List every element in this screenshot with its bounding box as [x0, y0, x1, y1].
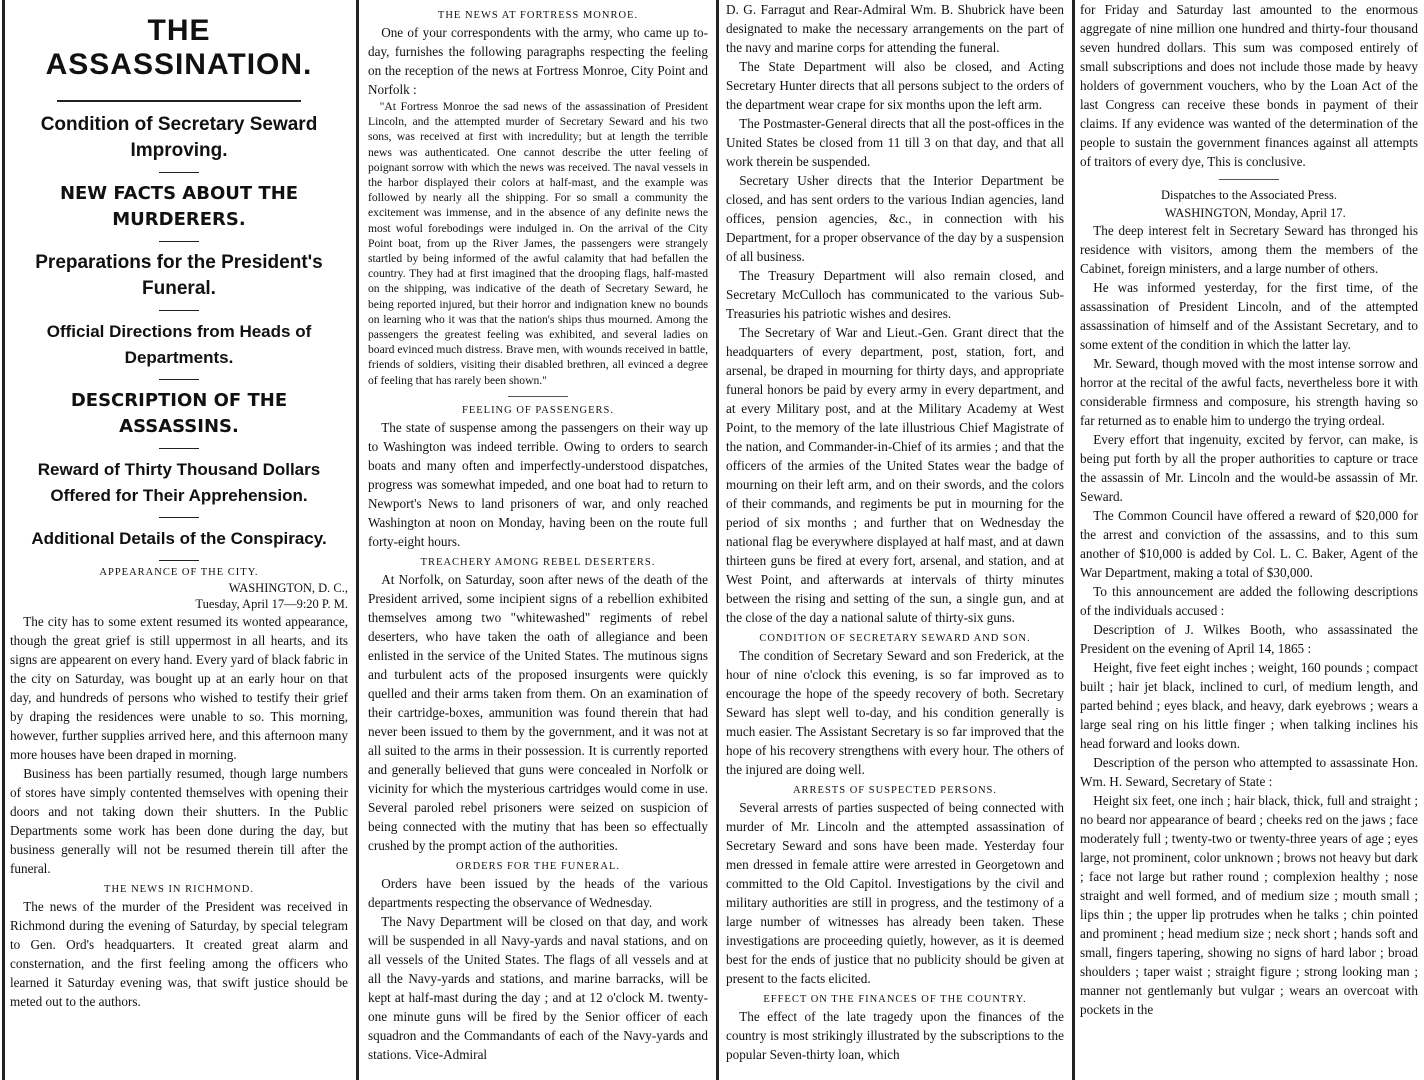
- paragraph: The Navy Department will be closed on that day, and work will be suspended in all Navy-yards and naval stations, and on all vessels of the United States. The flags of all vessels and at all the Navy-yards and stations, and marine barracks, will be kept at half-mast during the day ; and at 12 o'clock M. twenty-one minute guns will be fired by the Senior officer of each squadron and the Commandants of each of the Navy-yards and stations. Vice-Admiral: [368, 913, 708, 1062]
- divider: [159, 241, 199, 242]
- paragraph: Description of J. Wilkes Booth, who assassinated the President on the evening of April 14, 1865 :: [1080, 622, 1418, 656]
- section-heading: FEELING OF PASSENGERS.: [461, 404, 614, 416]
- divider: [159, 379, 199, 380]
- subhead-5: DESCRIPTION OF THE ASSASSINS.: [70, 390, 288, 437]
- headline: THE ASSASSINATION.: [45, 14, 313, 81]
- subhead-2: NEW FACTS ABOUT THE MURDERERS.: [59, 183, 299, 230]
- paragraph: Every effort that ingenuity, excited by fervor, can make, is being put forth by all the proper authorities to capture or trace the assassin of Mr. Lincoln and the would-be assassin of Mr. Seward.: [1080, 432, 1418, 504]
- section-heading: EFFECT ON THE FINANCES OF THE COUNTRY.: [763, 994, 1027, 1005]
- paragraph: The State Department will also be closed, and Acting Secretary Hunter directs that all persons subject to the orders of the department wear crape for six months upon the left arm.: [726, 59, 1064, 112]
- paragraph: Description of the person who attempted to assassinate Hon. Wm. H. Seward, Secretary of State :: [1080, 755, 1418, 789]
- paragraph: The Postmaster-General directs that all the post-offices in the United States be closed from 11 till 3 on that day, and that all work therein be suspended.: [726, 116, 1064, 169]
- divider: [508, 396, 568, 397]
- paragraph: The Common Council have offered a reward of $20,000 for the arrest and conviction of the assassins, and to this sum another of $10,000 is added by Col. L. C. Baker, Agent of the War Department, making a total of $30,000.: [1080, 508, 1418, 580]
- divider: [159, 448, 199, 449]
- column-4: [1076, 0, 1424, 1080]
- paragraph: The deep interest felt in Secretary Seward has thronged his residence with visitors, among them the members of the Cabinet, foreign ministers, and a large number of others.: [1080, 223, 1418, 276]
- subhead-4: Official Directions from Heads of Departments.: [46, 322, 312, 367]
- quoted-paragraph: "At Fortress Monroe the sad news of the assassination of President Lincoln, and the attempted murder of Secretary Seward and his two sons, was received at first with incredulity; but at length the terrible news was authenticated. One cannot describe the utter feeling of poignant sorrow with which the news was received. The naval vessels in the harbor displayed their colors at half-mast, and the example was followed by nearly all the shipping. For so small a community the excitement was immense, and in the absence of any definite news the most woful forebodings were indulged in. On the arrival of the City Point boat, from up the River James, the passengers were strangely startled by being informed of the awful calamity that had befallen the country. They had at first imagined that the drooping flags, half-masted on the shipping, was indicative of the death of Secretary Seward, he being reported injured, but their horror and indignation knew no bounds on learning who it was that the nation's ships thus mourned. Among the passengers the greatest feeling was exhibited, and several ladies on board evinced much distress. Brave men, with wounds received in battle, friends of soldiers, visiting their disabled brethren, all evinced a degree of feeling that has rarely been shown.": [368, 100, 708, 387]
- paragraph: One of your correspondents with the army, who came up to-day, furnishes the following paragraphs respecting the feeling on the reception of the news at Fortress Monroe, City Point and Norfolk :: [368, 25, 708, 97]
- column-3: [720, 0, 1070, 1080]
- divider: [57, 100, 300, 102]
- section-heading: THE NEWS IN RICHMOND.: [104, 884, 254, 895]
- subhead-1: Condition of Secretary Seward Improving.: [40, 114, 318, 161]
- paragraph: To this announcement are added the following descriptions of the individuals accused :: [1080, 584, 1418, 618]
- paragraph: Height six feet, one inch ; hair black, thick, full and straight ; no beard nor appearance of beard ; cheeks red on the jaws ; face moderately full ; twenty-two or twenty-three years of age ; eyes large, not prominent, color unknown ; brows not heavy but dark ; face not large but rather round ; complexion healthy ; nose straight and well formed, and of medium size ; mouth small ; lips thin ; the upper lip protrudes when he talks ; chin pointed and prominent ; head medium size ; neck short ; hands soft and small, fingers tapering, showing no signs of hard labor ; broad shoulders ; taper waist ; straight figure ; strong looking man ; manner not gentlemanly but vulgar ; wears an overcoat with pockets in the: [1080, 793, 1418, 1017]
- paragraph: He was informed yesterday, for the first time, of the assassination of President Lincoln, and of the attempted assassination of himself and of the Assistant Secretary, and to some extent of the condition in which the latter lay.: [1080, 280, 1418, 352]
- section-heading: CONDITION OF SECRETARY SEWARD AND SON.: [759, 633, 1031, 644]
- paragraph: Orders have been issued by the heads of the various departments respecting the observance of Wednesday.: [368, 875, 708, 910]
- section-heading: TREACHERY AMONG REBEL DESERTERS.: [420, 556, 656, 568]
- dateline: WASHINGTON, D. C.,: [228, 581, 348, 595]
- paragraph: The effect of the late tragedy upon the finances of the country is most strikingly illustrated by the subscriptions to the popular Seven-thirty loan, which: [726, 1009, 1064, 1062]
- paragraph: The news of the murder of the President was received in Richmond during the evening of Saturday, by special telegram to Gen. Ord's headquarters. It created great alarm and consternation, and the first feeling among the officers who learned it Saturday evening was, that swift justice should be meted out to the authors.: [10, 899, 348, 1009]
- section-heading: ARRESTS OF SUSPECTED PERSONS.: [792, 785, 998, 796]
- paragraph: Secretary Usher directs that the Interior Department be closed, and has sent orders to the various Indian agencies, land offices, pension agencies, &c., in connection with his Department, for a proper observance of the day by a suspension of all business.: [726, 173, 1064, 264]
- paragraph: for Friday and Saturday last amounted to the enormous aggregate of nine million one hundred and thirty-four thousand seven hundred dollars. This sum was composed entirely of small subscriptions and does not include those made by heavy holders of government vouchers, who by the Loan Act of the last Congress can receive these bonds in payment of their claims. If any evidence was wanted of the determination of the people to sustain the government finances against all attempts of traitors of every dye, This is conclusive.: [1080, 2, 1418, 169]
- section-heading: APPEARANCE OF THE CITY.: [99, 567, 259, 578]
- paragraph: The condition of Secretary Seward and son Frederick, at the hour of nine o'clock this evening, is so far improved as to encourage the hope of the speedy recovery of both. Secretary Seward has slept well to-day, and his condition generally is much easier. The Assistant Secretary is so far improved that the hope of his recovery strengthens with every hour. The others of the injured are doing well.: [726, 648, 1064, 777]
- divider: [1219, 179, 1279, 180]
- paragraph: Mr. Seward, though moved with the most intense sorrow and horror at the recital of the awful facts, nevertheless bore it with considerable firmness and composure, his strength having so far returned as to enable him to undergo the trying ordeal.: [1080, 356, 1418, 428]
- section-heading: Dispatches to the Associated Press.: [1160, 188, 1337, 202]
- divider: [159, 560, 199, 561]
- section-heading: THE NEWS AT FORTRESS MONROE.: [437, 10, 639, 21]
- paragraph: The Secretary of War and Lieut.-Gen. Grant direct that the headquarters of every department, post, station, fort, and arsenal, be draped in mourning for thirty days, and appropriate funeral honors be paid by every army in every department, and at every Military post, and at the Military Academy at West Point, to the memory of the late illustrious Chief Magistrate of the nation, and Commander-in-Chief of its armies ; and that the officers of the armies of the United States wear the badge of mourning on their left arm, and on their swords, and the colors of their commands, and regiments be put in mourning for the period of six months ; and further that on Wednesday the national flag be everywhere displayed at half mast, and at dawn thirteen guns be fired at every fort, arsenal, and station, and at West Point, and afterwards at intervals of thirty minutes between the rising and setting of the sun, a single gun, and at the close of the day a national salute of thirty-six guns.: [726, 325, 1064, 625]
- divider: [159, 517, 199, 518]
- subhead-7: Additional Details of the Conspiracy.: [31, 529, 327, 548]
- paragraph: Height, five feet eight inches ; weight, 160 pounds ; compact built ; hair jet black, inclined to curl, of medium length, and parted behind ; eyes black, and heavy, dark eyebrows ; wears a large seal ring on his little finger ; when talking inclines his head forward and looks down.: [1080, 660, 1418, 751]
- paragraph: The Treasury Department will also remain closed, and Secretary McCulloch has communicated to the various Sub-Treasuries his patriotic wishes and desires.: [726, 268, 1064, 321]
- paragraph: At Norfolk, on Saturday, soon after news of the death of the President arrived, some incipient signs of a rebellion exhibited themselves among two "whitewashed" regiments of rebel deserters, who have taken the oath of allegiance and been enlisted in the service of the United States. The mutinous signs and turbulent acts of the proposed insurgents were quickly quelled and their arms taken from them. On an examination of their cartridge-boxes, ammunition was found therein that had never been issued to them by the government, and it was not at all suited to the arms in their possession. It is currently reported and generally believed that guns were concealed in Norfolk or vicinity for which the mysterious cartridges would come in use. Several paroled rebel prisoners were seized on suspicion of being connected with the mutiny that has been so effectually crushed by the prompt action of the authorities.: [368, 571, 708, 853]
- dateline: Tuesday, April 17—9:20 P. M.: [195, 597, 348, 611]
- divider: [159, 172, 199, 173]
- paragraph: The city has to some extent resumed its wonted appearance, though the great grief is still uppermost in all hearts, and its signs are appearent on every hand. Every yard of black fabric in the city on Saturday, was bought up at an early hour on that day, and hundreds of persons who wished to testify their grief by draping the residences were unable to so. This morning, however, further supplies arrived here, and this afternoon many more houses have been draped in morning.: [10, 614, 348, 762]
- paragraph: D. G. Farragut and Rear-Admiral Wm. B. Shubrick have been designated to make the necessary arrangements on the part of the navy and marine corps for attending the funeral.: [726, 2, 1064, 55]
- subhead-6: Reward of Thirty Thousand Dollars Offered for Their Apprehension.: [37, 460, 321, 505]
- paragraph: Business has been partially resumed, though large numbers of stores have simply contented themselves with opening their doors and not taking down their shutters. In the Public Departments some work has been done during the day, but business generally will not be resumed therein till after the funeral.: [10, 766, 348, 876]
- column-2: [362, 0, 714, 1080]
- dateline: WASHINGTON, Monday, April 17.: [1164, 206, 1346, 220]
- divider: [159, 310, 199, 311]
- column-1: [0, 0, 356, 1080]
- subhead-3: Preparations for the President's Funeral.: [35, 252, 323, 299]
- paragraph: The state of suspense among the passengers on their way up to Washington was indeed terrible. Owing to orders to search boats and many often and imperfectly-understood dispatches, progress was somewhat impeded, and one boat had to return to Newport's News to land prisoners of war, and only reached Washington at noon on Monday, having been on the route full forty-eight hours.: [368, 419, 708, 549]
- section-heading: ORDERS FOR THE FUNERAL.: [456, 860, 620, 872]
- paragraph: Several arrests of parties suspected of being connected with murder of Mr. Lincoln and the attempted assassination of Secretary Seward and sons have been made. Yesterday four men dressed in female attire were arrested in Georgetown and committed to the Old Capitol. Investigations by the civil and military authorities are still in progress, and the testimony of a large number of witnesses has already been taken. These investigations are proceeding quietly, however, as it is deemed best for the ends of justice that no publicity should be given at present to the facts elicited.: [726, 800, 1064, 986]
